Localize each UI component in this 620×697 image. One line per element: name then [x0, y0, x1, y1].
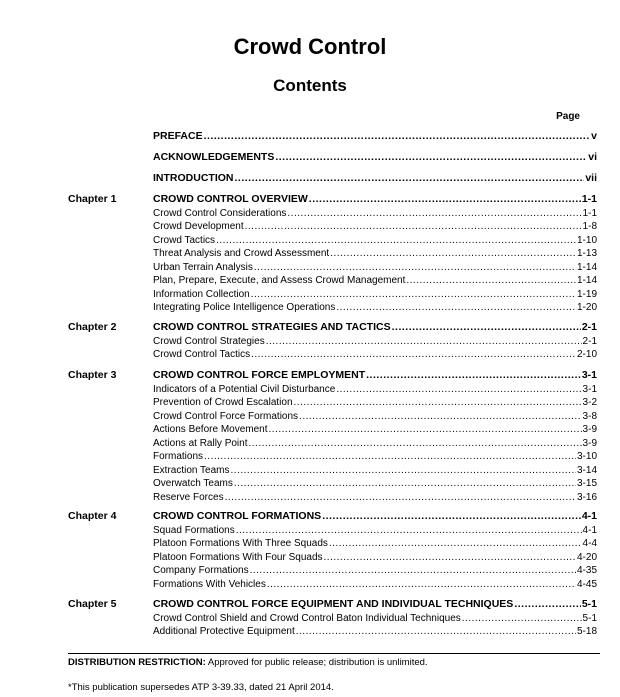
toc-entry-label: Squad Formations	[153, 525, 235, 536]
dot-leader	[231, 464, 576, 477]
toc-section-item[interactable]	[153, 348, 597, 361]
dot-leader	[245, 220, 582, 233]
toc-entry-label: Extraction Teams	[153, 465, 230, 476]
toc-entry-label: Plan, Prepare, Execute, and Assess Crowd Management	[153, 275, 406, 286]
toc-entry-page: 1-19	[576, 289, 597, 300]
dot-leader	[336, 301, 576, 314]
toc-entry-label: Crowd Control Considerations	[153, 208, 287, 219]
dot-leader	[294, 396, 582, 409]
toc-entry-page: 1-13	[576, 248, 597, 259]
toc-entry-label: Integrating Police Intelligence Operations	[153, 302, 336, 313]
dot-leader	[514, 598, 581, 611]
toc-section-item[interactable]	[153, 207, 597, 220]
toc-section-item[interactable]	[153, 491, 597, 504]
toc-section-item[interactable]	[153, 410, 597, 423]
toc-entry-label: Platoon Formations With Four Squads	[153, 552, 323, 563]
dot-leader	[225, 491, 576, 504]
chapter-number-label: Chapter 3	[68, 369, 117, 381]
toc-entry-label: CROWD CONTROL FORCE EMPLOYMENT	[153, 369, 366, 381]
toc-section-item[interactable]	[153, 450, 597, 463]
toc-entry-label: Reserve Forces	[153, 492, 224, 503]
toc-entry-label: Company Formations	[153, 565, 249, 576]
toc-entry-page: v	[591, 130, 597, 142]
toc-section-item[interactable]	[153, 564, 597, 577]
chapter-number-label: Chapter 1	[68, 193, 117, 205]
dot-leader	[266, 335, 582, 348]
toc-section-item[interactable]	[153, 274, 597, 287]
toc-entry-page: 1-14	[576, 262, 597, 273]
toc-chapter-3[interactable]	[153, 369, 597, 382]
dot-leader	[216, 234, 576, 247]
toc-entry-label: Crowd Control Strategies	[153, 336, 265, 347]
distribution-restriction	[68, 657, 428, 669]
chapter-number-label: Chapter 5	[68, 598, 117, 610]
dot-leader	[249, 437, 582, 450]
dot-leader	[329, 537, 582, 550]
toc-section-item[interactable]	[153, 383, 597, 396]
toc-entry-label: Crowd Control Force Formations	[153, 411, 299, 422]
dot-leader	[309, 193, 581, 206]
toc-entry-page: 1-8	[582, 221, 597, 232]
toc-section-item[interactable]	[153, 537, 597, 550]
toc-entry-page: 3-15	[576, 478, 597, 489]
toc-entry-page: 3-9	[582, 438, 597, 449]
toc-entry-page: 1-20	[576, 302, 597, 313]
toc-entry-page: 1-10	[576, 235, 597, 246]
dot-leader	[251, 348, 576, 361]
toc-entry-label: Indicators of a Potential Civil Disturbance	[153, 384, 336, 395]
toc-entry-page: 4-4	[582, 538, 597, 549]
dot-leader	[296, 625, 576, 638]
toc-entry-label: Additional Protective Equipment	[153, 626, 295, 637]
toc-section-item[interactable]	[153, 464, 597, 477]
dot-leader	[204, 450, 576, 463]
toc-chapter-1[interactable]	[153, 193, 597, 206]
toc-entry-page: 4-20	[576, 552, 597, 563]
toc-entry-page: 2-1	[582, 336, 597, 347]
toc-section-item[interactable]	[153, 612, 597, 625]
toc-entry-page: 3-1	[581, 369, 597, 381]
toc-section-item[interactable]	[153, 220, 597, 233]
toc-entry-label: Urban Terrain Analysis	[153, 262, 253, 273]
toc-entry-label: CROWD CONTROL STRATEGIES AND TACTICS	[153, 321, 391, 333]
toc-entry-label: Prevention of Crowd Escalation	[153, 397, 293, 408]
toc-entry-label: Information Collection	[153, 289, 250, 300]
toc-entry-label: Threat Analysis and Crowd Assessment	[153, 248, 330, 259]
toc-chapter-2[interactable]	[153, 321, 597, 334]
toc-section-item[interactable]	[153, 396, 597, 409]
supersedes-note: *This publication supersedes ATP 3-39.33, dated 21 April 2014.	[68, 682, 334, 693]
document-title: Crowd Control	[233, 34, 387, 59]
toc-entry-label: Overwatch Teams	[153, 478, 233, 489]
toc-entry-page: 3-2	[582, 397, 597, 408]
toc-section-item[interactable]	[153, 625, 597, 638]
toc-entry-label: CROWD CONTROL OVERVIEW	[153, 193, 308, 205]
dot-leader	[235, 172, 585, 185]
toc-entry-page: vi	[588, 151, 597, 163]
dot-leader	[269, 423, 582, 436]
toc-section-item[interactable]	[153, 234, 597, 247]
toc-entry-label: Actions Before Movement	[153, 424, 268, 435]
dot-leader	[236, 524, 582, 537]
toc-section-item[interactable]	[153, 524, 597, 537]
toc-section-item[interactable]	[153, 477, 597, 490]
dot-leader	[299, 410, 582, 423]
toc-entry-label: PREFACE	[153, 130, 203, 142]
toc-entry-page: 2-1	[581, 321, 597, 333]
page-column-label: Page	[556, 111, 580, 122]
toc-entry-page: 4-1	[581, 510, 597, 522]
toc-entry-label: Crowd Development	[153, 221, 244, 232]
distribution-text: Approved for public release; distribution is unlimited.	[207, 657, 428, 668]
dot-leader	[406, 274, 576, 287]
toc-entry-page: 3-10	[576, 451, 597, 462]
toc-entry-label: INTRODUCTION	[153, 172, 234, 184]
toc-entry-page: 1-1	[581, 193, 597, 205]
toc-entry-label: Crowd Control Shield and Crowd Control Baton Individual Techniques	[153, 613, 461, 624]
toc-entry-label: Actions at Rally Point	[153, 438, 248, 449]
toc-entry-page: 5-18	[576, 626, 597, 637]
dot-leader	[330, 247, 576, 260]
toc-entry-page: vii	[585, 172, 597, 184]
dot-leader	[366, 369, 581, 382]
toc-entry-page: 5-1	[582, 613, 597, 624]
dot-leader	[204, 130, 591, 143]
toc-entry-label: Platoon Formations With Three Squads	[153, 538, 328, 549]
toc-entry-page: 3-9	[582, 424, 597, 435]
toc-section-item[interactable]	[153, 301, 597, 314]
toc-entry-page: 2-10	[576, 349, 597, 360]
distribution-label: DISTRIBUTION RESTRICTION:	[68, 657, 206, 668]
toc-entry-label: Formations	[153, 451, 204, 462]
toc-chapter-4[interactable]	[153, 510, 597, 523]
dot-leader	[322, 510, 581, 523]
toc-chapter-5[interactable]	[153, 598, 597, 611]
toc-section-item[interactable]	[153, 551, 597, 564]
toc-front-matter-preface[interactable]	[153, 130, 597, 143]
dot-leader	[250, 564, 576, 577]
chapter-number-label: Chapter 2	[68, 321, 117, 333]
footer-divider	[68, 653, 600, 654]
dot-leader	[336, 383, 581, 396]
toc-entry-page: 1-14	[576, 275, 597, 286]
toc-entry-page: 3-8	[582, 411, 597, 422]
toc-section-item[interactable]	[153, 335, 597, 348]
toc-entry-label: Crowd Control Tactics	[153, 349, 251, 360]
toc-entry-label: Crowd Tactics	[153, 235, 216, 246]
dot-leader	[275, 151, 587, 164]
toc-section-item[interactable]	[153, 288, 597, 301]
dot-leader	[287, 207, 581, 220]
dot-leader	[324, 551, 576, 564]
toc-entry-label: CROWD CONTROL FORCE EQUIPMENT AND INDIVIDUAL TECHNIQUES	[153, 598, 514, 610]
dot-leader	[251, 288, 576, 301]
toc-section-item[interactable]	[153, 423, 597, 436]
dot-leader	[267, 578, 576, 591]
toc-front-matter-introduction[interactable]	[153, 172, 597, 185]
toc-section-item[interactable]	[153, 437, 597, 450]
toc-entry-page: 3-16	[576, 492, 597, 503]
toc-entry-page: 3-14	[576, 465, 597, 476]
toc-entry-label: CROWD CONTROL FORMATIONS	[153, 510, 322, 522]
dot-leader	[234, 477, 576, 490]
dot-leader	[392, 321, 581, 334]
toc-section-item[interactable]	[153, 261, 597, 274]
dot-leader	[254, 261, 576, 274]
toc-section-item[interactable]	[153, 247, 597, 260]
toc-section-item[interactable]	[153, 578, 597, 591]
toc-entry-page: 5-1	[581, 598, 597, 610]
dot-leader	[462, 612, 582, 625]
chapter-number-label: Chapter 4	[68, 510, 117, 522]
toc-front-matter-acknowledgements[interactable]	[153, 151, 597, 164]
toc-entry-page: 1-1	[582, 208, 597, 219]
toc-entry-page: 3-1	[582, 384, 597, 395]
toc-entry-label: Formations With Vehicles	[153, 579, 266, 590]
toc-entry-page: 4-45	[576, 579, 597, 590]
toc-entry-page: 4-35	[576, 565, 597, 576]
contents-heading: Contents	[273, 76, 347, 95]
toc-entry-page: 4-1	[582, 525, 597, 536]
toc-entry-label: ACKNOWLEDGEMENTS	[153, 151, 275, 163]
